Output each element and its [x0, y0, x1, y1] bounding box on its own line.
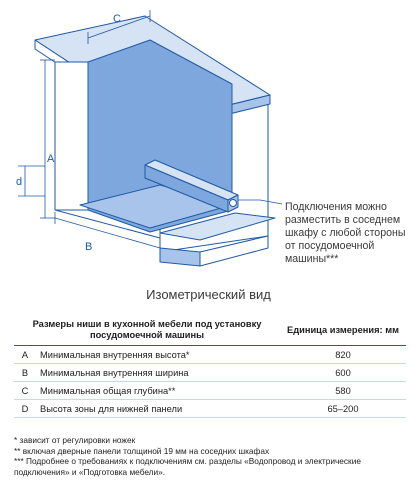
header-unit: Единица измерения: мм	[287, 324, 399, 335]
row-param: Минимальная внутренняя ширина	[36, 364, 280, 382]
row-letter: B	[14, 364, 36, 382]
table-row	[14, 364, 406, 382]
dimension-a-label: A	[47, 153, 55, 165]
footnote-adjustable-feet: * зависит от регулировки ножек	[14, 435, 136, 445]
row-value: 820	[280, 346, 406, 364]
diagram-caption: Изометрический вид	[146, 287, 271, 302]
table-header-row	[14, 317, 406, 346]
row-letter: D	[14, 400, 36, 418]
row-value: 600	[280, 364, 406, 382]
footnote-connections: *** Подробнее о требованиях к подключениям см. разделы «Водопровод и электрические подключения» и «Подготовка мебели».	[14, 456, 361, 477]
header-param: Размеры ниши в кухонной мебели под установку посудомоечной машины	[32, 319, 262, 340]
pipe-outlet	[230, 200, 237, 207]
row-letter: A	[14, 346, 36, 364]
row-param: Высота зоны для нижней панели	[36, 400, 280, 418]
dimension-b-label: B	[85, 241, 93, 253]
row-value: 65–200	[280, 400, 406, 418]
row-value: 580	[280, 382, 406, 400]
dimension-d-label: d	[16, 176, 23, 188]
niche-left-wall	[55, 62, 88, 210]
connections-callout: Подключения можно разместить в соседнем шкафу с любой стороны от посудомоечной машины***	[285, 201, 406, 265]
dimension-c-label: C	[113, 13, 121, 25]
table-row	[14, 400, 406, 418]
adjacent-cabinet-plinth	[160, 248, 200, 266]
row-param: Минимальная общая глубина**	[36, 382, 280, 400]
table-row	[14, 382, 406, 400]
niche-box	[55, 40, 232, 238]
niche-dimensions-table	[14, 317, 406, 418]
row-param: Минимальная внутренняя высота*	[36, 346, 280, 364]
row-letter: C	[14, 382, 36, 400]
footnote-door-panels: ** включая дверные панели толщиной 19 мм на соседних шкафах	[14, 445, 270, 456]
footnotes	[14, 435, 414, 477]
table-row	[14, 346, 406, 364]
